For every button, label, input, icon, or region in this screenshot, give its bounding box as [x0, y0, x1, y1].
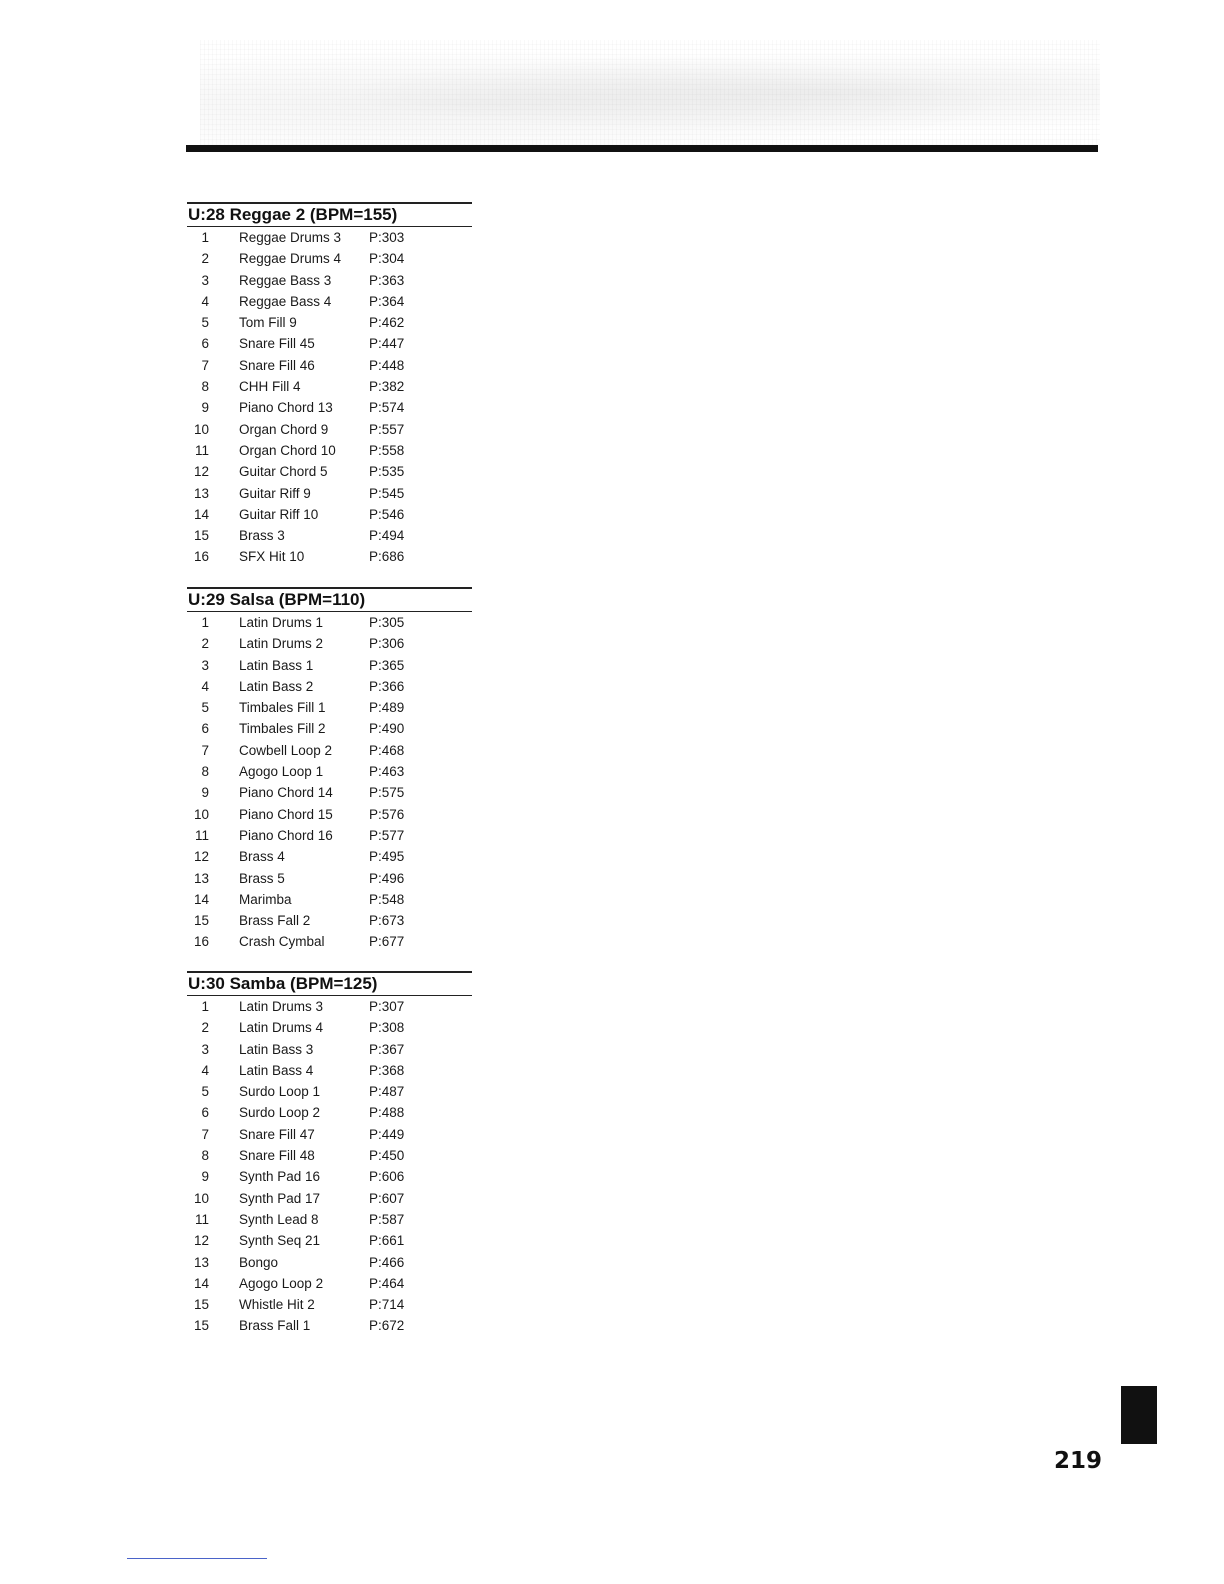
- table-row: [187, 504, 472, 525]
- part-name: Snare Fill 48: [239, 1148, 315, 1164]
- part-number: 4: [201, 678, 209, 694]
- patch-number: P:576: [369, 806, 405, 822]
- patch-number: P:466: [369, 1254, 405, 1270]
- part-number: 6: [201, 336, 209, 352]
- patch-number: P:607: [369, 1190, 405, 1206]
- part-name: Guitar Riff 9: [239, 485, 311, 501]
- table-row: [187, 1102, 472, 1123]
- part-name: Cowbell Loop 2: [239, 742, 333, 758]
- patch-number: P:363: [369, 272, 405, 288]
- section-title: U:29 Salsa (BPM=110): [188, 590, 366, 609]
- patch-number: P:495: [369, 849, 405, 865]
- table-row: [187, 440, 472, 461]
- part-number: 4: [201, 1062, 209, 1078]
- patch-number: P:449: [369, 1126, 405, 1142]
- part-number: 5: [201, 1084, 209, 1100]
- table-row: [187, 546, 472, 567]
- patch-number: P:307: [369, 999, 405, 1014]
- part-name: CHH Fill 4: [239, 379, 301, 395]
- table-row: [187, 1145, 472, 1166]
- table-row: [187, 355, 472, 376]
- part-name: Timbales Fill 1: [239, 700, 326, 716]
- part-number: 9: [201, 400, 209, 416]
- part-name: Synth Seq 21: [239, 1233, 321, 1249]
- part-name: Latin Bass 1: [239, 657, 314, 673]
- part-name: Brass Fall 2: [239, 913, 311, 929]
- part-number: 7: [201, 357, 209, 373]
- part-number: 15: [193, 528, 209, 544]
- table-row: [187, 804, 472, 825]
- part-name: Reggae Bass 4: [239, 293, 332, 309]
- part-number: 11: [194, 1211, 209, 1227]
- table-row: [187, 1252, 472, 1273]
- part-name: Whistle Hit 2: [239, 1297, 315, 1313]
- pattern-section-salsa: [187, 587, 472, 953]
- part-number: 15: [193, 1318, 209, 1334]
- part-name: Latin Drums 3: [239, 999, 324, 1014]
- part-number: 1: [201, 999, 209, 1014]
- part-number: 2: [201, 1020, 209, 1036]
- part-list: [187, 227, 472, 568]
- part-number: 4: [201, 293, 209, 309]
- part-name: Piano Chord 15: [239, 806, 333, 822]
- table-row: [187, 1060, 472, 1081]
- table-row: [187, 1124, 472, 1145]
- table-row: [187, 270, 472, 291]
- table-row: [187, 889, 472, 910]
- part-name: Surdo Loop 2: [239, 1105, 321, 1121]
- part-name: Brass Fall 1: [239, 1318, 311, 1334]
- part-number: 8: [201, 1148, 209, 1164]
- part-number: 9: [201, 1169, 209, 1185]
- part-name: Latin Drums 1: [239, 615, 324, 630]
- patch-number: P:463: [369, 764, 405, 780]
- part-number: 15: [193, 913, 209, 929]
- table-row: [187, 461, 472, 482]
- part-name: Marimba: [239, 891, 292, 907]
- table-row: [187, 1081, 472, 1102]
- patch-number: P:468: [369, 742, 405, 758]
- part-number: 8: [201, 379, 209, 395]
- table-row: [187, 419, 472, 440]
- part-number: 14: [193, 891, 209, 907]
- table-row: [187, 910, 472, 931]
- part-number: 6: [201, 1105, 209, 1121]
- table-row: [187, 1315, 472, 1336]
- part-name: Snare Fill 45: [239, 336, 315, 352]
- patch-number: P:557: [369, 421, 405, 437]
- patch-number: P:488: [369, 1105, 405, 1121]
- table-row: [187, 740, 472, 761]
- table-row: [187, 846, 472, 867]
- table-row: [187, 376, 472, 397]
- part-number: 10: [193, 1190, 209, 1206]
- part-number: 11: [194, 442, 209, 458]
- part-number: 2: [201, 251, 209, 267]
- part-name: Tom Fill 9: [239, 315, 297, 331]
- table-row: [187, 1188, 472, 1209]
- patch-number: P:490: [369, 721, 405, 737]
- patch-number: P:677: [369, 934, 405, 950]
- patch-number: P:462: [369, 315, 405, 331]
- patch-number: P:577: [369, 827, 405, 843]
- part-name: Synth Lead 8: [239, 1211, 319, 1227]
- part-number: 3: [201, 1041, 209, 1057]
- patch-number: P:306: [369, 636, 405, 652]
- table-row: [187, 1017, 472, 1038]
- patch-number: P:587: [369, 1211, 405, 1227]
- patch-number: P:367: [369, 1041, 405, 1057]
- part-number: 5: [201, 315, 209, 331]
- part-number: 11: [194, 827, 209, 843]
- table-row: [187, 291, 472, 312]
- patch-number: P:496: [369, 870, 405, 886]
- part-number: 9: [201, 785, 209, 801]
- patch-number: P:606: [369, 1169, 405, 1185]
- part-name: Latin Bass 3: [239, 1041, 314, 1057]
- table-row: [187, 633, 472, 654]
- patch-number: P:686: [369, 549, 405, 565]
- patch-number: P:447: [369, 336, 405, 352]
- table-row: [187, 1039, 472, 1060]
- patch-number: P:305: [369, 615, 405, 630]
- part-name: SFX Hit 10: [239, 549, 305, 565]
- patch-number: P:364: [369, 293, 405, 309]
- table-row: [187, 676, 472, 697]
- patch-number: P:673: [369, 913, 405, 929]
- part-number: 7: [201, 742, 209, 758]
- patch-number: P:548: [369, 891, 405, 907]
- patch-number: P:558: [369, 442, 405, 458]
- part-number: 1: [201, 615, 209, 630]
- part-name: Brass 3: [239, 528, 285, 544]
- table-row: [187, 1166, 472, 1187]
- part-number: 5: [201, 700, 209, 716]
- patch-number: P:448: [369, 357, 405, 373]
- part-name: Organ Chord 10: [239, 442, 336, 458]
- part-number: 12: [193, 849, 209, 865]
- table-row: [187, 312, 472, 333]
- table-row: [187, 655, 472, 676]
- patch-number: P:487: [369, 1084, 405, 1100]
- patch-number: P:661: [369, 1233, 405, 1249]
- table-row: [187, 333, 472, 354]
- part-name: Agogo Loop 2: [239, 1275, 324, 1291]
- part-list: [187, 612, 472, 953]
- part-name: Latin Drums 4: [239, 1020, 324, 1036]
- section-title: U:30 Samba (BPM=125): [188, 974, 378, 993]
- header-texture-band: [200, 40, 1100, 145]
- patch-number: P:382: [369, 379, 405, 395]
- part-name: Bongo: [239, 1254, 279, 1270]
- table-row: [187, 248, 472, 269]
- part-name: Reggae Drums 4: [239, 251, 342, 267]
- patch-number: P:308: [369, 1020, 405, 1036]
- part-number: 16: [193, 934, 209, 950]
- part-number: 10: [193, 421, 209, 437]
- part-name: Timbales Fill 2: [239, 721, 326, 737]
- table-row: [187, 996, 472, 1017]
- table-row: [187, 397, 472, 418]
- table-row: [187, 868, 472, 889]
- part-number: 13: [193, 1254, 209, 1270]
- part-name: Synth Pad 16: [239, 1169, 321, 1185]
- part-number: 2: [201, 636, 209, 652]
- patch-number: P:304: [369, 251, 405, 267]
- part-number: 13: [193, 870, 209, 886]
- part-number: 14: [193, 1275, 209, 1291]
- table-row: [187, 1273, 472, 1294]
- part-name: Snare Fill 46: [239, 357, 315, 373]
- table-row: [187, 825, 472, 846]
- part-number: 7: [201, 1126, 209, 1142]
- patch-number: P:303: [369, 230, 405, 245]
- part-name: Reggae Bass 3: [239, 272, 332, 288]
- part-name: Organ Chord 9: [239, 421, 329, 437]
- part-name: Piano Chord 16: [239, 827, 333, 843]
- page-number: 219: [1053, 1448, 1102, 1474]
- part-name: Snare Fill 47: [239, 1126, 315, 1142]
- part-name: Guitar Chord 5: [239, 464, 328, 480]
- part-number: 1: [201, 230, 209, 245]
- table-row: [187, 931, 472, 952]
- table-row: [187, 782, 472, 803]
- part-number: 12: [193, 1233, 209, 1249]
- chapter-tab-marker: [1121, 1386, 1157, 1444]
- patch-number: P:365: [369, 657, 405, 673]
- part-number: 8: [201, 764, 209, 780]
- patch-number: P:714: [369, 1297, 405, 1313]
- patch-number: P:545: [369, 485, 405, 501]
- part-number: 3: [201, 272, 209, 288]
- part-number: 13: [193, 485, 209, 501]
- patch-number: P:368: [369, 1062, 405, 1078]
- part-number: 12: [193, 464, 209, 480]
- section-title: U:28 Reggae 2 (BPM=155): [188, 205, 398, 224]
- patch-number: P:494: [369, 528, 405, 544]
- patch-number: P:489: [369, 700, 405, 716]
- part-name: Latin Bass 4: [239, 1062, 314, 1078]
- patch-number: P:574: [369, 400, 405, 416]
- table-row: [187, 1209, 472, 1230]
- part-list: [187, 996, 472, 1337]
- patch-number: P:450: [369, 1148, 405, 1164]
- header-rule: [186, 145, 1098, 152]
- footer-rule: [127, 1558, 267, 1559]
- patch-number: P:546: [369, 506, 405, 522]
- part-number: 3: [201, 657, 209, 673]
- part-name: Piano Chord 14: [239, 785, 333, 801]
- part-name: Surdo Loop 1: [239, 1084, 321, 1100]
- table-row: [187, 718, 472, 739]
- part-name: Latin Drums 2: [239, 636, 324, 652]
- part-name: Synth Pad 17: [239, 1190, 321, 1206]
- patch-number: P:535: [369, 464, 405, 480]
- part-name: Guitar Riff 10: [239, 506, 319, 522]
- table-row: [187, 483, 472, 504]
- part-name: Crash Cymbal: [239, 934, 325, 950]
- table-row: [187, 612, 472, 633]
- patch-number: P:464: [369, 1275, 405, 1291]
- part-number: 6: [201, 721, 209, 737]
- table-row: [187, 1230, 472, 1251]
- part-name: Reggae Drums 3: [239, 230, 342, 245]
- patch-number: P:366: [369, 678, 405, 694]
- table-row: [187, 525, 472, 546]
- part-number: 10: [193, 806, 209, 822]
- part-name: Piano Chord 13: [239, 400, 333, 416]
- patch-number: P:672: [369, 1318, 405, 1334]
- part-name: Brass 5: [239, 870, 285, 886]
- part-number: 16: [193, 549, 209, 565]
- table-row: [187, 1294, 472, 1315]
- pattern-section-samba: [187, 971, 472, 1337]
- part-name: Agogo Loop 1: [239, 764, 324, 780]
- part-number: 14: [193, 506, 209, 522]
- patch-number: P:575: [369, 785, 405, 801]
- table-row: [187, 761, 472, 782]
- part-name: Latin Bass 2: [239, 678, 314, 694]
- pattern-section-reggae: [187, 202, 472, 568]
- table-row: [187, 227, 472, 248]
- table-row: [187, 697, 472, 718]
- part-number: 15: [193, 1297, 209, 1313]
- part-name: Brass 4: [239, 849, 285, 865]
